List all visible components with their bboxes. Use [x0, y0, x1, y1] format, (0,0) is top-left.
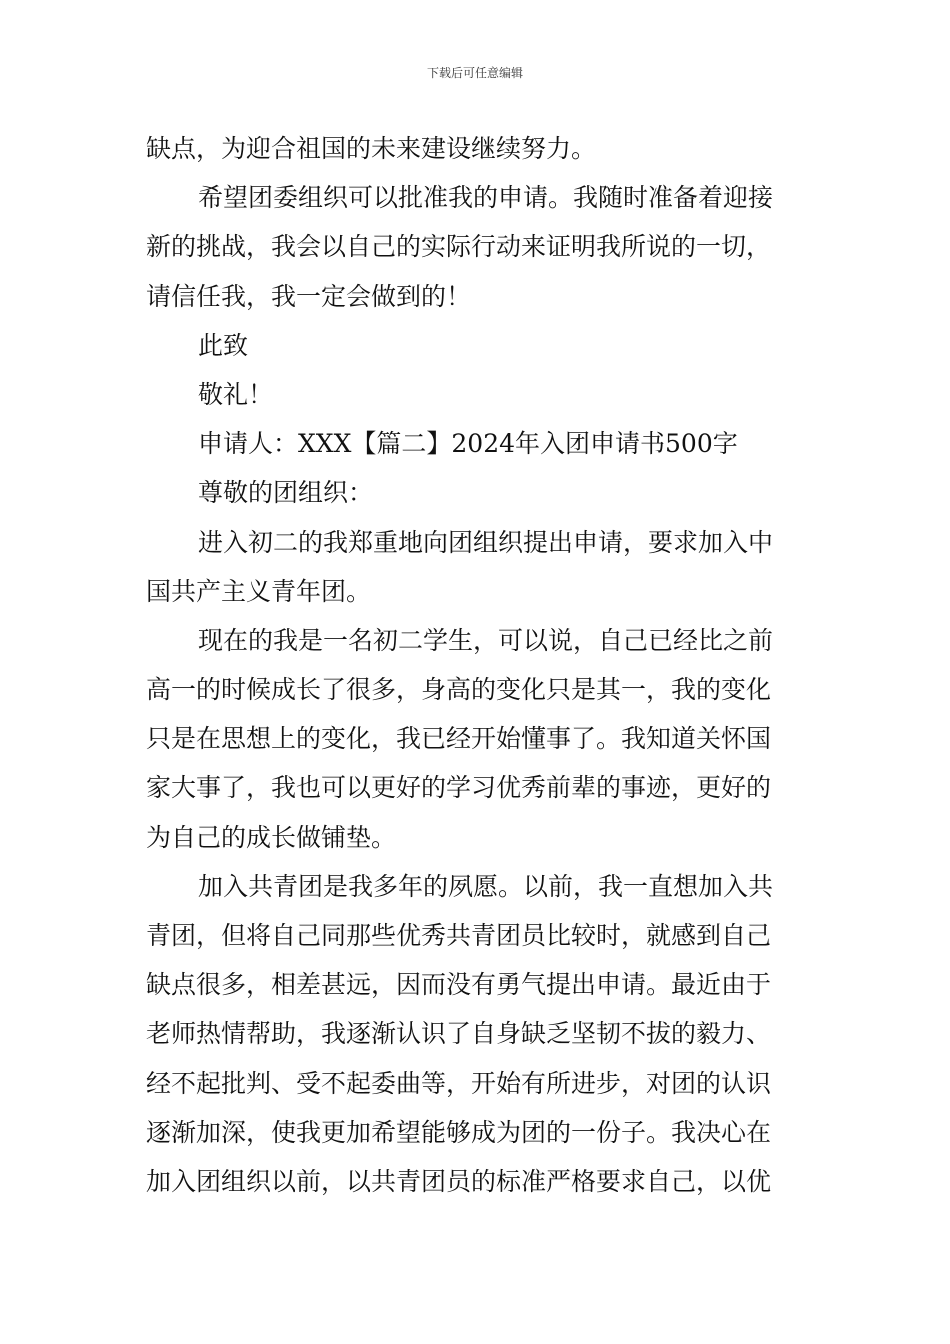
document-body — [146, 124, 816, 1206]
text-line: 希望团委组织可以批准我的申请。我随时准备着迎接 — [198, 183, 774, 213]
text-line: 新的挑战，我会以自己的实际行动来证明我所说的一切， — [146, 232, 772, 262]
text-line: 缺点很多，相差甚远，因而没有勇气提出申请。最近由于 — [146, 970, 772, 1000]
text-line: 请信任我，我一定会做到的！ — [146, 281, 472, 311]
text-line: 老师热情帮助，我逐渐认识了自身缺乏坚韧不拔的毅力、 — [146, 1019, 772, 1049]
text-line: 青团，但将自己同那些优秀共青团员比较时，就感到自己 — [146, 921, 772, 950]
text-line: 国共产主义青年团。 — [146, 576, 372, 606]
salutation-line: 敬礼！ — [198, 379, 274, 409]
text-line: 高一的时候成长了很多，身高的变化只是其一，我的变化 — [146, 675, 772, 705]
page-header: 下载后可任意编辑 — [426, 66, 523, 80]
text-line: 为自己的成长做铺垫。 — [146, 822, 397, 852]
text-line: 加入团组织以前，以共青团员的标准严格要求自己，以优 — [146, 1166, 772, 1196]
text-line: 现在的我是一名初二学生，可以说，自己已经比之前 — [198, 625, 774, 655]
salutation-line: 此致 — [198, 330, 249, 360]
text-line: 经不起批判、受不起委曲等，开始有所进步，对团的认识 — [146, 1068, 772, 1098]
text-line: 逐渐加深，使我更加希望能够成为团的一份子。我决心在 — [146, 1117, 772, 1147]
greeting-line: 尊敬的团组织： — [198, 478, 374, 508]
text-line: 家大事了，我也可以更好的学习优秀前辈的事迹，更好的 — [146, 773, 772, 803]
text-line: 只是在思想上的变化，我已经开始懂事了。我知道关怀国 — [146, 724, 772, 754]
applicant-line: 申请人：XXX【篇二】2024年入团申请书500字 — [198, 429, 738, 459]
text-line: 进入初二的我郑重地向团组织提出申请，要求加入中 — [198, 527, 774, 557]
text-line: 加入共青团是我多年的夙愿。以前，我一直想加入共 — [198, 871, 774, 901]
text-line: 缺点，为迎合祖国的未来建设继续努力。 — [146, 134, 597, 163]
